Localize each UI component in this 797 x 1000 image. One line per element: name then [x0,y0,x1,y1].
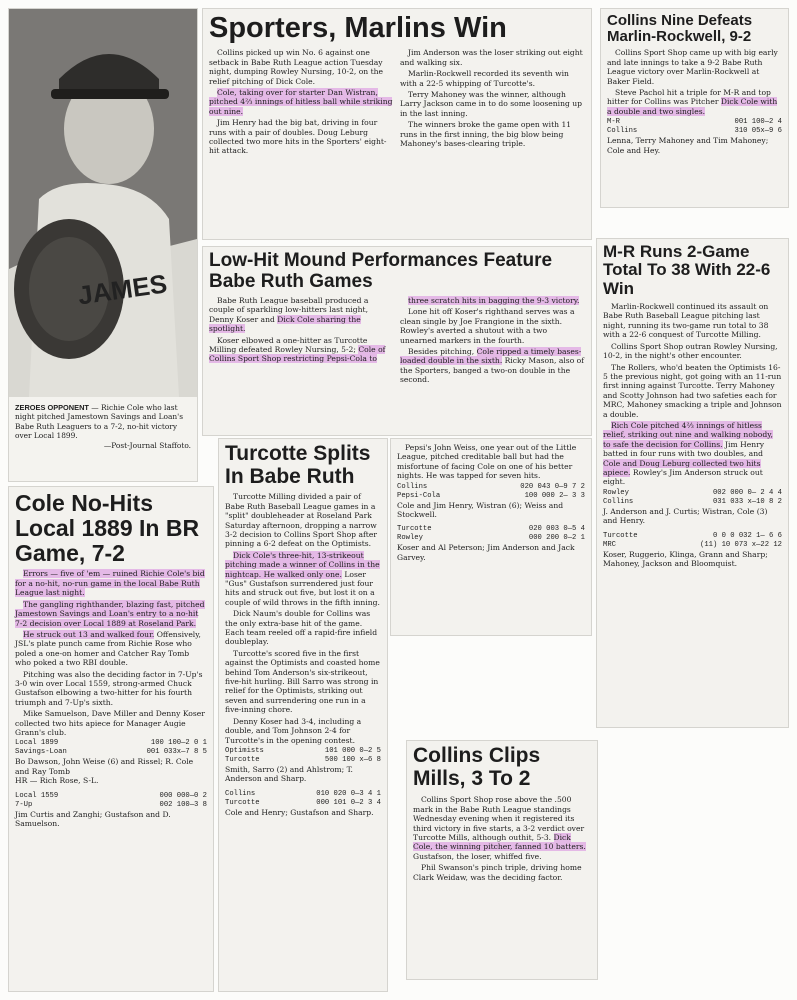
box-team: Local 1899 [15,739,59,748]
turcotte-para: Denny Koser had 3-4, including a double, and Tom Johnson 2-4 for Turcotte's in the opening contest. [225,716,362,745]
photo-credit: —Post-Journal Staffoto. [103,440,191,450]
collins-nine-para: Steve Pachol hit a triple for M-R and top hitter for Collins was Pitcher [607,88,771,107]
lowhit-batteries: Cole and Jim Henry, Wistran (6); Weiss and Stockwell. [397,500,564,520]
sporters-para: Terry Mahoney was the winner, although Larry Jackson came in to do some loosening up in the last inning. [400,89,583,118]
sporters-highlight: Cole, taking over for starter Dan Wistran, pitched 4⅔ innings of hitless ball while striking out nine. [209,87,393,116]
collins-nine-boxscore [607,118,782,136]
nohit-clipping [8,486,214,992]
sporters-para: The winners broke the game open with 11 runs in the first inning, the big blow being Mahoney's bases-clearing triple. [400,120,572,148]
lowhit-para: Lone hit off Koser's righthand serves was a clean single by Joe Frangione in the sixth. Rowley's averted a shutout with a two unearned markers in the fourth. [400,307,575,345]
nohit-highlight: Errors — five of 'em — ruined Richie Cole's bid for a no-hit, no-run game in the local Babe Ruth League last night. [15,569,205,598]
collins-nine-headline: Collins Nine Defeats Marlin-Rockwell, 9-2 [607,12,753,46]
mr-runs-headline: M-R Runs 2-Game Total To 38 With 22-6 Win [603,242,771,298]
mr-runs-batteries: J. Anderson and J. Curtis; Wistran, Cole (3) and Henry. [603,506,768,526]
mr-runs-batteries: Koser, Ruggerio, Klinga, Grann and Sharp; Mahoney, Jackson and Bloomquist. [603,549,768,569]
lowhit-para: Besides pitching, [408,347,477,357]
box-team: Turcotte [225,755,260,764]
turcotte-boxscore-1 [225,747,381,765]
box-team: 7-Up [15,800,33,809]
box-team: Turcotte [225,798,260,807]
collins-nine-para: Collins Sport Shop came up with big early and late innings to take a 9-2 Babe Ruth League victory over Marlin-Rockwell at Baker Field. [607,48,778,86]
nohit-highlight: He struck out 13 and walked four. [23,629,155,639]
mr-runs-clipping [596,238,789,728]
nohit-para: Offensively, JSL's plate punch came from Richie Rose who poled a one-on homer and Catcher Ray Tomb who poked a two RBI double. [15,629,201,668]
nohit-para: Mike Samuelson, Dave Miller and Denny Koser collected two hits apiece for Manager Augie Grann's club. [15,709,205,737]
box-line: 010 020 0—3 4 1 [316,789,381,798]
box-line: 001 100—2 4 [734,118,782,127]
box-line: 002 000 0— 2 4 4 [712,488,782,497]
mr-runs-para: Jim Henry batted in four runs with two doubles, and [603,439,765,459]
collins-nine-highlight: Dick Cole with a double and two singles. [607,97,778,116]
turcotte-batteries: Smith, Sarro (2) and Ahlstrom; T. Anderson and Sharp. [225,764,353,784]
lowhit-para: Ricky Mason, also of the Sporters, banged a two-on double in the second. [400,356,585,385]
sporters-para: Collins picked up win No. 6 against one setback in Babe Ruth League action Tuesday night, dumping Rowley Nursing, 10-2, on the relief pitching of Dick Cole. [209,48,384,86]
box-line: 500 100 x—6 8 [324,755,381,764]
turcotte-para: Dick Naum's double for Collins was the only extra-base hit of the game. Each team reeled off a rapid-fire infield doubleplay. [225,609,378,647]
sporters-para: Marlin-Rockwell recorded its seventh win with a 22-5 whipping of Turcotte's. [400,69,569,88]
box-line: 020 003 0—5 4 [528,525,585,534]
box-line: 310 05x—9 6 [734,127,782,136]
sporters-headline: Sporters, Marlins Win [209,12,507,44]
mr-runs-para: Collins Sport Shop outran Rowley Nursing, 10-2, in the night's other encounter. [603,341,778,361]
nohit-batteries: Jim Curtis and Zanghi; Gustafson and D. Samuelson. [15,809,171,829]
nohit-headline: Cole No-Hits Local 1889 In BR Game, 7-2 [15,490,200,566]
lowhit-continuation [390,438,592,636]
sporters-para: Jim Anderson was the loser striking out eight and walking six. [400,48,583,67]
lowhit-highlight: Cole ripped a timely bases-loaded double in the sixth. [400,347,582,366]
collins-nine-clipping [600,8,789,208]
lowhit-para: Babe Ruth League baseball produced a couple of sparkling low-hitters last night, Denny Koser and [209,296,369,324]
lowhit-para: Pepsi's John Weiss, one year out of the Little League, pitched creditable ball but had the misfortune of facing Cole on one of his better nights. He was tapped for seven hits. [397,443,577,481]
box-line: 101 000 0—2 5 [324,746,381,755]
turcotte-para: Turcotte Milling divided a pair of Babe Ruth Baseball League games in a "split" doubleheader at Roseland Park Saturday afternoon, dropping a narrow 3-2 decision to Collins Sport Shop after pinning a 6-2 defeat on the Optimists. [225,492,377,549]
turcotte-batteries: Cole and Henry; Gustafson and Sharp. [225,807,374,817]
mr-runs-highlight: Cole and Doug Leburg collected two hits apiece. [603,458,761,477]
player-photo [9,9,197,397]
lowhit-boxscore-2 [397,525,585,543]
box-team: MRC [603,540,616,549]
lowhit-clipping [202,246,592,436]
box-line: 000 101 0—2 3 4 [316,798,381,807]
box-line: 0 0 0 032 1— 6 6 [712,531,782,540]
lowhit-headline: Low-Hit Mound Performances Feature Babe Ruth Games [209,250,553,292]
box-line: 100 100—2 0 1 [150,739,207,748]
photo-caption: — Richie Cole who last night pitched Jamestown Savings and Loan's Babe Ruth Leaguers to a 7-2, no-hit victory over Local 1899. [15,403,183,441]
sporters-clipping [202,8,592,240]
mr-runs-boxscore-2 [603,532,782,550]
box-team: Rowley [397,534,423,543]
mills-highlight: Dick Cole, the winning pitcher, fanned 10 batters. [413,832,586,852]
photo-caption-title: ZEROES OPPONENT [15,403,89,412]
nohit-para: Pitching was also the deciding factor in 7-Up's 3-0 win over Local 1559, strong-armed Chuck Gustafson elbowing a two-hitter for his fourth triumph and 7-Up's sixth. [15,669,203,707]
turcotte-boxscore-2 [225,790,381,808]
lowhit-highlight: three scratch hits in bagging the 9-3 victory. [408,296,580,306]
box-team: Optimists [225,746,264,755]
nohit-highlight: The gangling righthander, blazing fast, pitched Jamestown Savings and Loan's entry to a no-hit 7-2 decision over Local 1889 at Roseland Park. [15,599,205,628]
box-line: (11) 10 073 x—22 12 [700,540,782,549]
box-line: 000 200 0—2 1 [528,534,585,543]
box-team: Local 1559 [15,791,59,800]
box-team: Savings-Loan [15,748,67,757]
box-line: 031 033 x—10 8 2 [712,497,782,506]
mr-runs-para: Rowley's Jim Anderson struck out eight. [603,467,763,487]
mr-runs-para: Marlin-Rockwell continued its assault on Babe Ruth Baseball League pitching last night, running its two-game run total to 38 with a 22-6 conquest of Turcotte Milling. [603,302,769,340]
turcotte-highlight: Dick Cole's three-hit, 13-strikeout pitching made a winner of Collins in the nightcap. He walked only one. [225,550,380,579]
lowhit-para: Koser elbowed a one-hitter as Turcotte Milling defeated Rowley Nursing, 5-2; [209,335,368,355]
mr-runs-boxscore-1 [603,489,782,507]
box-team: Collins [397,482,428,491]
box-line: 020 043 0—9 7 2 [520,482,585,491]
lowhit-boxscore-1 [397,483,585,501]
turcotte-clipping [218,438,388,992]
box-line: 000 000—0 2 [159,791,207,800]
box-team: Collins [225,789,256,798]
mr-runs-para: The Rollers, who'd beaten the Optimists 16-5 the previous night, got going with an 11-run first inning against Turcotte. Terry Mahoney and Scotty Johnson had two safeties each for MRC, Mahoney smacking a triple and Johnson a double. [603,362,782,419]
box-line: 002 100—3 8 [159,800,207,809]
box-team: M-R [607,118,620,127]
mr-runs-highlight: Rich Cole pitched 4⅔ innings of hitless relief, striking out nine and walking nobody, to safe the decision for Collins. [603,420,773,449]
nohit-boxscore-1 [15,739,207,757]
lowhit-batteries: Koser and Al Peterson; Jim Anderson and Jack Garvey. [397,543,575,562]
mills-para: Collins Sport Shop rose above the .500 mark in the Babe Ruth League standings Wednesday evening when it registered its third victory in five starts, a 3-2 verdict over Turcotte Mills, although outhit, 5-3. [413,795,585,842]
mills-headline: Collins Clips Mills, 3 To 2 [413,744,541,790]
box-line: 100 000 2— 3 3 [524,491,585,500]
box-team: Turcotte [397,525,432,534]
box-team: Collins [607,127,638,136]
lowhit-highlight: Cole of Collins Sport Shop restricting Pepsi-Cola to [209,345,386,364]
sporters-para: Jim Henry had the big bat, driving in four runs with a pair of doubles. Doug Leburg collected two more hits in the Sporters' eight-hit attack. [209,118,387,156]
photo-clipping [8,8,198,482]
lowhit-highlight: Dick Cole sharing the spotlight. [209,314,361,334]
box-team: Rowley [603,488,629,497]
svg-text:JAMES: JAMES [76,268,169,311]
nohit-boxscore-2 [15,792,207,810]
box-team: Collins [603,497,634,506]
mills-para: Gustafson, the loser, whiffed five. [413,851,542,861]
box-team: Pepsi-Cola [397,491,441,500]
box-line: 001 033x—7 8 5 [146,748,207,757]
turcotte-para: Loser "Gus" Gustafson surrendered just four hits and struck out five, but lost it on a couple of wild throws in the fifth inning. [225,569,380,607]
nohit-batteries: Bo Dawson, John Weise (6) and Rissel; R. Cole and Ray Tomb [15,757,194,776]
mills-clipping [406,740,598,980]
turcotte-para: Turcotte's scored five in the first against the Optimists and coasted home behind Tom Anderson's six-strikeout, five-hit hurling. Bill Sarro was strong in relief for the Optimists, striking out seven and surrendering one run in a five-inning chore. [225,648,380,715]
nohit-homerun: HR — Rich Rose, S-L. [15,776,99,786]
collins-nine-batteries: Lenna, Terry Mahoney and Tim Mahoney; Cole and Hey. [607,136,769,155]
mills-para: Phil Swanson's pinch triple, driving home Clark Weidaw, was the deciding factor. [413,863,582,882]
box-team: Turcotte [603,531,638,540]
turcotte-headline: Turcotte Splits In Babe Ruth [225,442,371,488]
